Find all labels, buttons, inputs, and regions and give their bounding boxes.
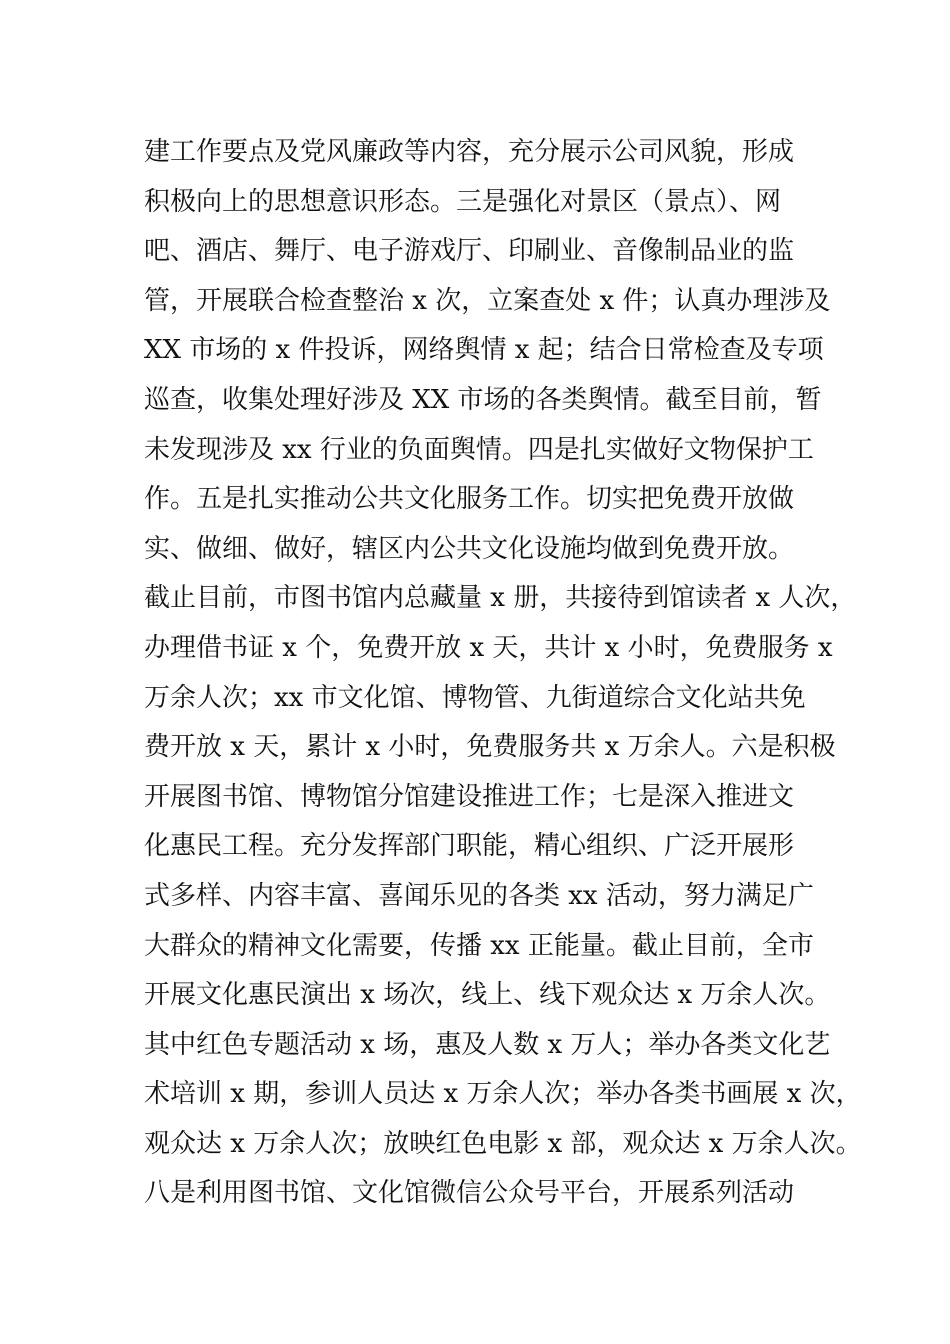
body-paragraph <box>144 128 862 1219</box>
text-line-12: 万余人次；xx 市文化馆、博物管、九街道综合文化站共免 <box>144 682 806 713</box>
text-line-5: XX 市场的 x 件投诉，网络舆情 x 起；结合日常检查及专项 <box>144 335 824 366</box>
text-line-21: 观众达 x 万余人次；放映红色电影 x 部，观众达 x 万余人次。 <box>144 1128 862 1159</box>
text-line-1: 建工作要点及党风廉政等内容，充分展示公司风貌，形成 <box>144 137 795 167</box>
text-line-13: 费开放 x 天，累计 x 小时，免费服务共 x 万余人。六是积极 <box>144 732 836 763</box>
text-line-7: 未发现涉及 xx 行业的负面舆情。四是扎实做好文物保护工 <box>144 434 814 465</box>
text-line-19: 其中红色专题活动 x 场，惠及人数 x 万人；举办各类文化艺 <box>144 1029 831 1060</box>
text-line-20: 术培训 x 期，参训人员达 x 万余人次；举办各类书画展 x 次， <box>144 1079 862 1110</box>
text-line-15: 化惠民工程。充分发挥部门职能，精心组织、广泛开展形 <box>144 831 795 862</box>
text-line-2: 积极向上的思想意识形态。三是强化对景区（景点）、网 <box>144 186 782 217</box>
text-line-14: 开展图书馆、博物馆分馆建设推进工作；七是深入推进文 <box>144 781 795 812</box>
text-line-10: 截止目前，市图书馆内总藏量 x 册，共接待到馆读者 x 人次， <box>144 583 857 614</box>
text-line-16: 式多样、内容丰富、喜闻乐见的各类 xx 活动，努力满足广 <box>144 880 814 911</box>
text-line-22: 八是利用图书馆、文化馆微信公众号平台，开展系列活动 <box>144 1178 795 1209</box>
text-line-11: 办理借书证 x 个，免费开放 x 天，共计 x 小时，免费服务 x <box>144 632 833 663</box>
text-line-8: 作。五是扎实推动公共文化服务工作。切实把免费开放做 <box>144 484 795 515</box>
text-line-9: 实、做细、做好，辖区内公共文化设施均做到免费开放。 <box>144 533 795 564</box>
text-line-18: 开展文化惠民演出 x 场次，线上、线下观众达 x 万余人次。 <box>144 980 831 1011</box>
text-line-3: 吧、酒店、舞厅、电子游戏厅、印刷业、音像制品业的监 <box>144 236 795 267</box>
text-line-4: 管，开展联合检查整治 x 次，立案查处 x 件；认真办理涉及 <box>144 285 831 316</box>
text-line-17: 大群众的精神文化需要，传播 xx 正能量。截止目前，全市 <box>144 930 814 961</box>
text-line-6: 巡查，收集处理好涉及 XX 市场的各类舆情。截至目前，暂 <box>144 384 822 415</box>
